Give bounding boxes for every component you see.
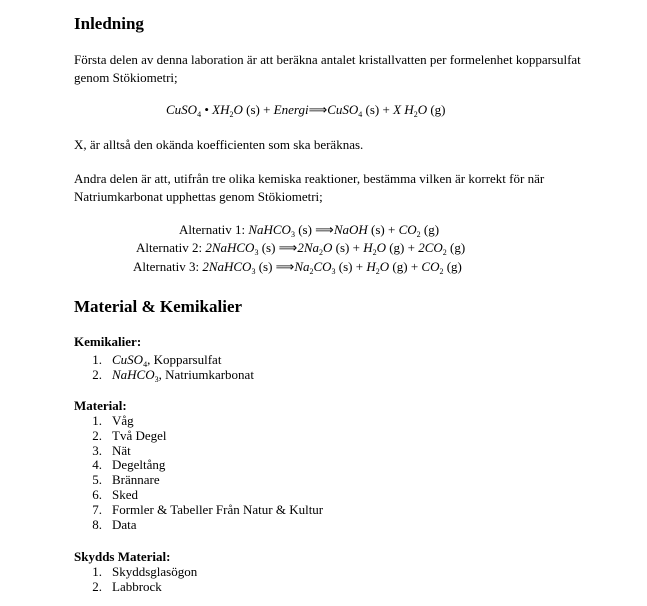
list-item: 1. Skyddsglasögon bbox=[92, 564, 198, 579]
safety-list bbox=[74, 565, 197, 595]
list-item: 6. Sked bbox=[92, 486, 138, 502]
list-item: 8. Data bbox=[92, 516, 137, 532]
material-list bbox=[74, 414, 323, 532]
list-item: 1. Våg bbox=[92, 413, 134, 428]
safety-heading: Skydds Material: bbox=[74, 549, 171, 564]
list-item: 7. Formler & Tabeller Från Natur & Kultur bbox=[92, 501, 324, 517]
chemicals-heading: Kemikalier: bbox=[74, 334, 142, 349]
list-item: 3. Nät bbox=[92, 442, 131, 458]
chemicals-list bbox=[74, 353, 254, 383]
list-item: 2. Två Degel bbox=[92, 427, 167, 443]
alternative-1-equation: Alternativ 1: NaHCO$_3$ (s) ⟹NaOH $(s) + CO_2$ (g) bbox=[179, 222, 440, 239]
hydrate-equation: CuSO$_4$ • $XH_2O$ (s) + Energi⟹CuSO$_4$ (s) + X $H_2O$ (g) bbox=[166, 102, 446, 119]
intro-heading: Inledning bbox=[74, 14, 144, 33]
reaction-arrow-icon: ⟹ bbox=[278, 241, 298, 256]
list-item: 1. CuSO$_4$, Kopparsulfat bbox=[92, 352, 222, 369]
material-heading: Material: bbox=[74, 398, 127, 413]
list-item: 5. Brännare bbox=[92, 472, 160, 488]
alternative-2-equation: Alternativ 2: 2NaHCO$_3$ (s) $⟹2Na_2O$ $(s) + H_2O$ $(g) + 2CO_2$ (g) bbox=[136, 240, 466, 257]
reaction-arrow-icon: ⟹ bbox=[275, 260, 295, 275]
intro-paragraph-2: X, är alltså den okända koefficienten som ska beräknas. bbox=[74, 137, 364, 152]
materials-heading: Material & Kemikalier bbox=[74, 297, 243, 316]
list-item: 4. Degeltång bbox=[92, 457, 166, 473]
list-item: 2. NaHCO$_3$, Natriumkarbonat bbox=[92, 366, 254, 384]
reaction-arrow-icon: ⟹ bbox=[308, 103, 328, 118]
intro-paragraph-1: Första delen av denna laboration är att beräkna antalet kristallvatten per formelenhet kopparsulfat genom Stökiometri; bbox=[74, 52, 581, 85]
intro-paragraph-3: Andra delen är att, utifrån tre olika kemiska reaktioner, bestämma vilken är korrekt för när Natriumkarbonat upphettas genom Stökiometri; bbox=[74, 171, 545, 204]
list-item: 2. Labbrock bbox=[92, 578, 162, 594]
alternative-3-equation: Alternativ 3: 2NaHCO$_3$ (s) $⟹Na_2CO_3$ $(s) + H_2O$ $(g) + CO_2$ (g) bbox=[133, 259, 462, 276]
reaction-arrow-icon: ⟹ bbox=[315, 223, 334, 238]
